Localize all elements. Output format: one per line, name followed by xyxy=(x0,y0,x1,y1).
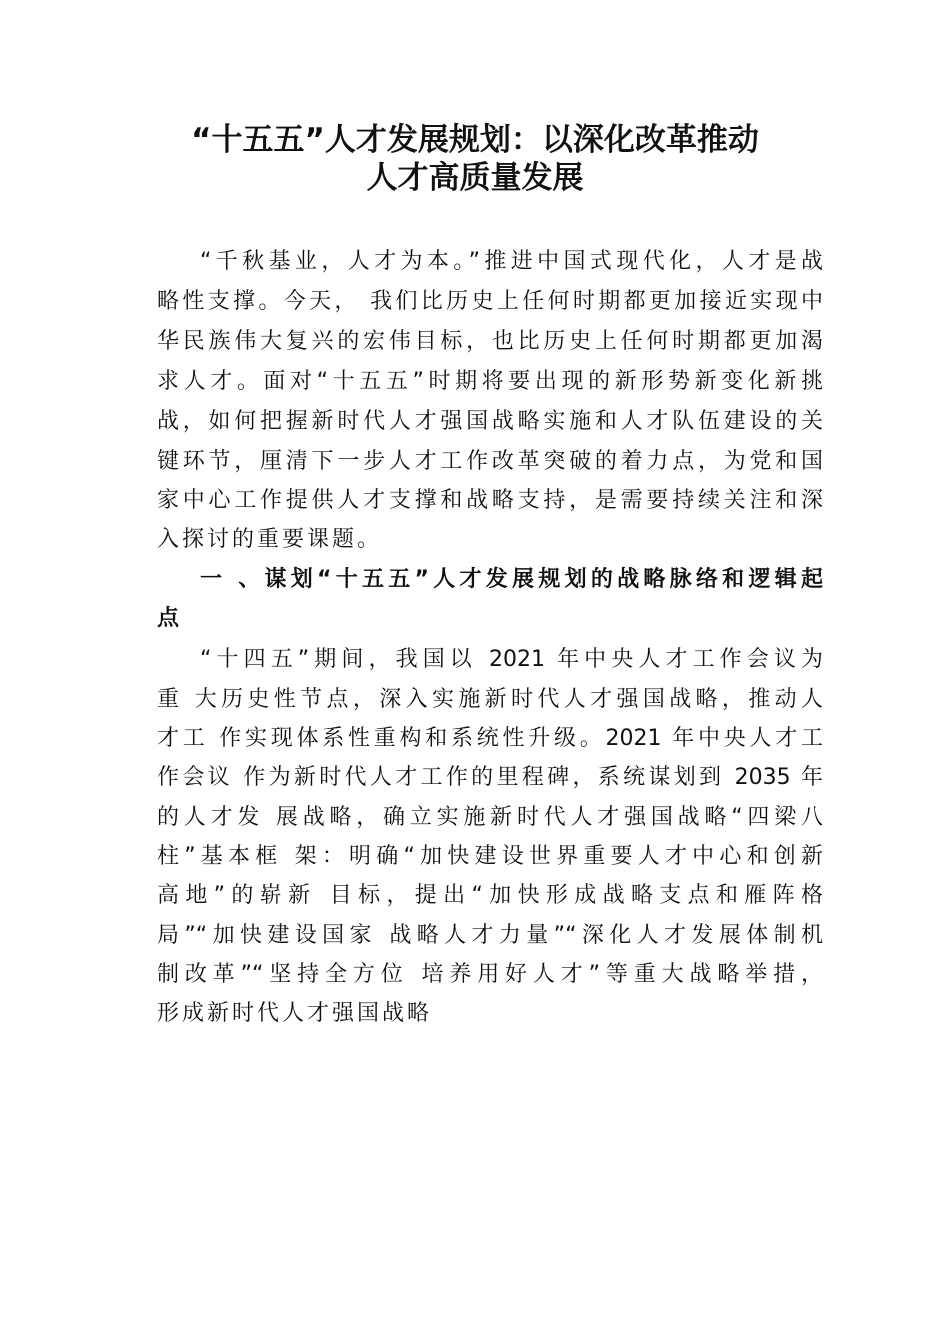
document-title-line-2: 人才高质量发展 xyxy=(366,160,584,196)
text-line: 形成新时代人才强国战略 xyxy=(157,1001,433,1026)
text-line: 略性支撑。今天， 我们比历史上任何时期都更加接近实现中 xyxy=(157,289,823,314)
text-line: 制改革”“坚持全方位 培养用好人才”等重大战略举措， xyxy=(157,962,823,987)
text-line: “千秋基业，人才为本。”推进中国式现代化，人才是战 xyxy=(200,249,823,274)
text-line: 家中心工作提供人才支撑和战略支持，是需要持续关注和深 xyxy=(157,488,823,513)
text-line: 华民族伟大复兴的宏伟目标，也比历史上任何时期都更加渴 xyxy=(157,329,823,354)
text-line: 重 大历史性节点，深入实施新时代人才强国战略，推动人 xyxy=(157,687,823,712)
heading-line: 点 xyxy=(157,606,183,631)
text-line: 才工 作实现体系性重构和系统性升级。2021 年中央人才工 xyxy=(157,726,823,751)
heading-line: 一 、谋划“十五五”人才发展规划的战略脉络和逻辑起 xyxy=(200,567,823,592)
text-line: 键环节，厘清下一步人才工作改革突破的着力点，为党和国 xyxy=(157,449,823,474)
text-line: 求人才。面对“十五五”时期将要出现的新形势新变化新挑 xyxy=(157,369,823,394)
text-line: 柱”基本框 架：明确“加快建设世界重要人才中心和创新 xyxy=(157,844,823,869)
text-line: 入探讨的重要课题。 xyxy=(157,527,383,552)
text-line: 高地”的崭新 目标，提出“加快形成战略支点和雁阵格 xyxy=(157,883,823,908)
text-line: 的人才发 展战略，确立实施新时代人才强国战略“四梁八 xyxy=(157,805,823,830)
text-line: 战，如何把握新时代人才强国战略实施和人才队伍建设的关 xyxy=(157,409,823,434)
text-line: “十四五”期间，我国以 2021 年中央人才工作会议为 xyxy=(200,647,823,672)
text-line: 作会议 作为新时代人才工作的里程碑，系统谋划到 2035 年 xyxy=(157,765,823,790)
document-title-line-1: “十五五”人才发展规划：以深化改革推动 xyxy=(191,122,759,158)
text-line: 局”“加快建设国家 战略人才力量”“深化人才发展体制机 xyxy=(157,923,823,948)
